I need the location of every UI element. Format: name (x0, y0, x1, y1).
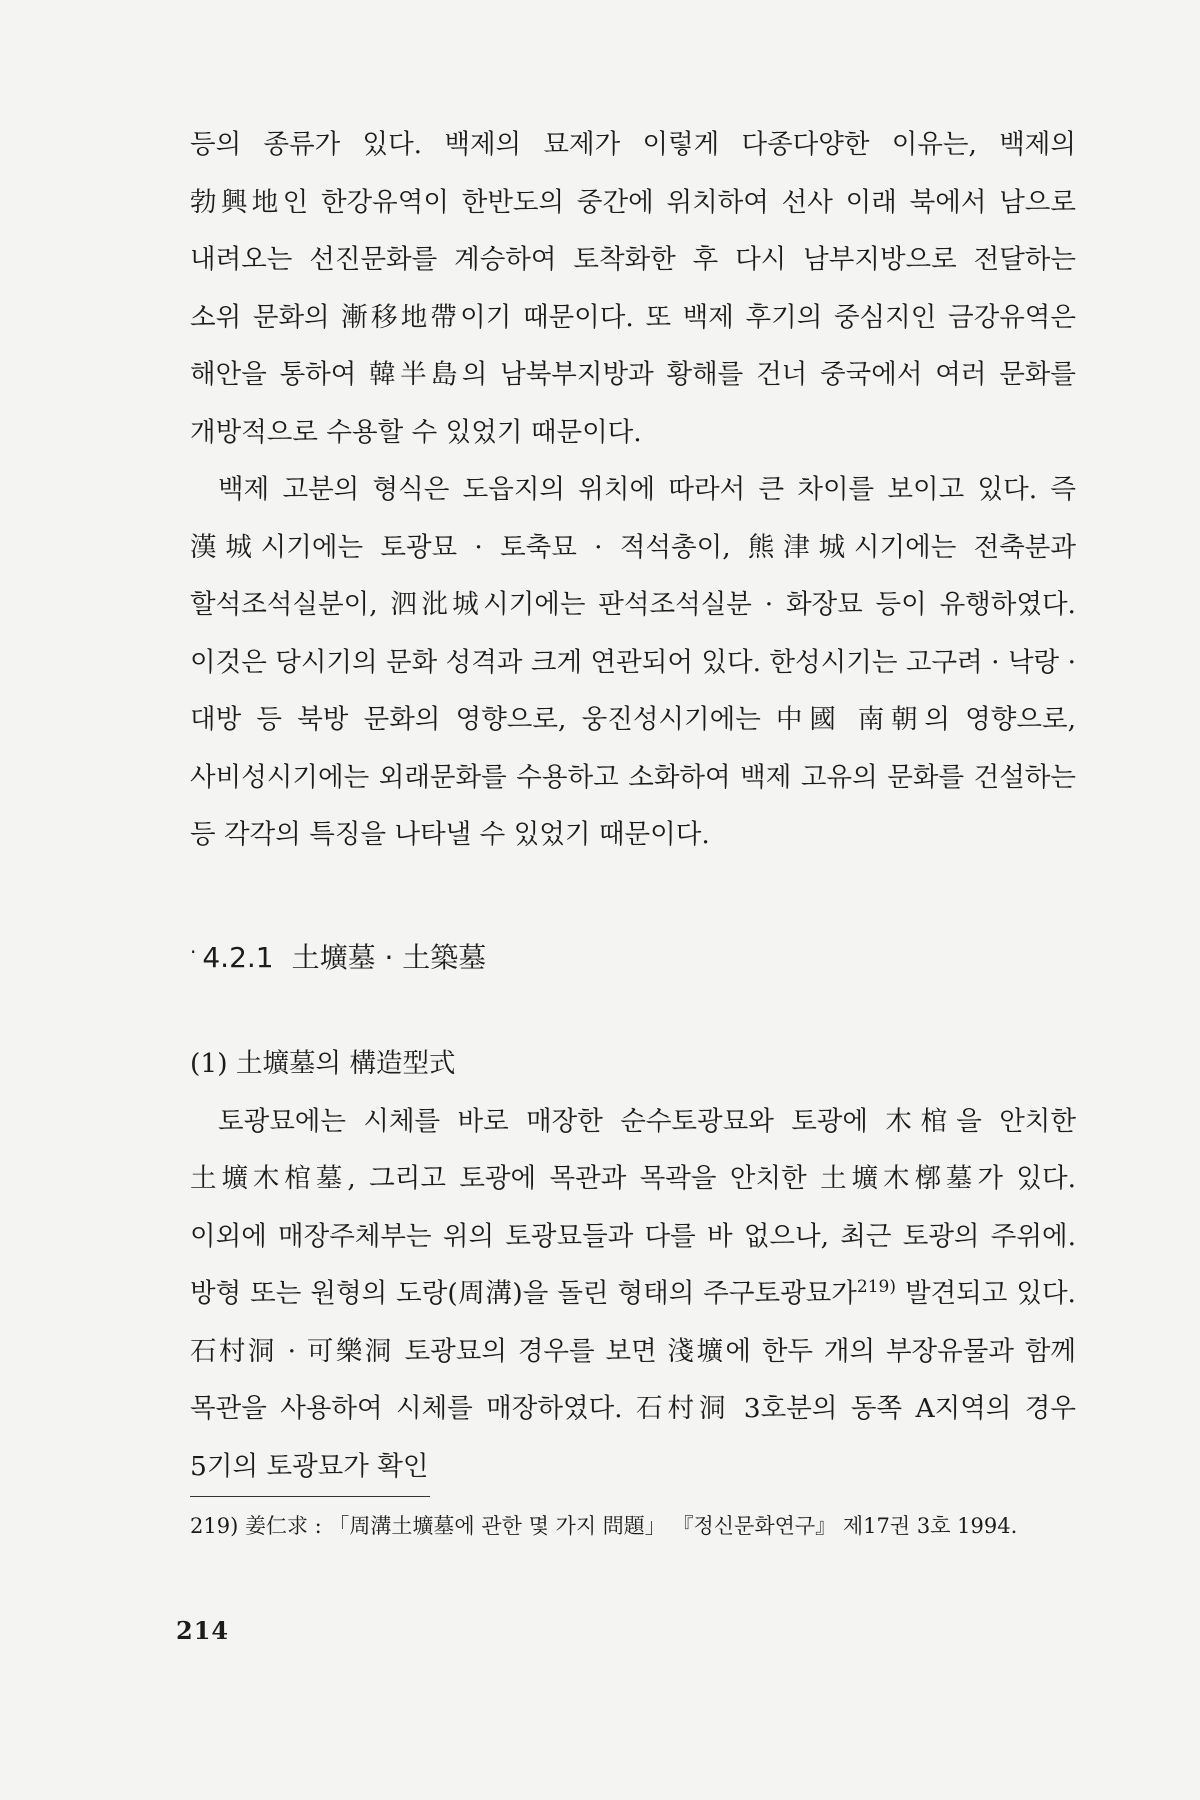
paragraph-2: 백제 고분의 형식은 도읍지의 위치에 따라서 큰 차이를 보이고 있다. 즉 漢城시기에는 토광묘 · 토축묘 · 적석총이, 熊津城시기에는 전축분과 할석조석실분이, 泗沘城시기에는 판석조석실분 · 화장묘 등이 유행하였다. 이것은 당시기의 문화 성격과 크게 연관되어 있다. 한성시기는 고구려 · 낙랑 · 대방 등 북방 문화의 영향으로, 웅진성시기에는 中國 南朝의 영향으로, 사비성시기에는 외래문화를 수용하고 소화하여 백제 고유의 문화를 건설하는 등 각각의 특징을 나타낼 수 있었기 때문이다. (190, 474, 1076, 850)
body-text-top (190, 116, 1076, 864)
footnote-reference: 219) (856, 1277, 896, 1298)
footnote: 219) 姜仁求 : 「周溝土壙墓에 관한 몇 가지 問題」 『정신문화연구』 제17권 3호 1994. (190, 1514, 1018, 1538)
paragraph-3-text-a: 토광묘에는 시체를 바로 매장한 순수토광묘와 토광에 木棺을 안치한 土壙木棺墓, 그리고 토광에 목관과 목곽을 안치한 土壙木槨墓가 있다. 이외에 매장주체부는 위의 토광묘들과 다를 바 없으나, 최근 토광의 주위에. 방형 또는 원형의 도랑(周溝)을 돌린 형태의 주구토광묘가 (190, 1105, 1077, 1309)
section-number: 4.2.1 (202, 941, 274, 974)
paragraph-3 (190, 1093, 1076, 1496)
footnote-divider (190, 1496, 430, 1497)
page-number: 214 (176, 1616, 230, 1645)
paragraph-3-text-b: 발견되고 있다. 石村洞 · 可樂洞 토광묘의 경우를 보면 淺壙에 한두 개의 부장유물과 함께 목관을 사용하여 시체를 매장하였다. 石村洞 3호분의 동쪽 A지역의 경우 5기의 토광묘가 확인 (190, 1278, 1076, 1482)
heading-dot: · (190, 940, 197, 964)
paragraph-1: 등의 종류가 있다. 백제의 묘제가 이렇게 다종다양한 이유는, 백제의 勃興地인 한강유역이 한반도의 중간에 위치하여 선사 이래 북에서 남으로 내려오는 선진문화를 계승하여 토착화한 후 다시 남부지방으로 전달하는 소위 문화의 漸移地帶이기 때문이다. 또 백제 후기의 중심지인 금강유역은 해안을 통하여 韓半島의 남북부지방과 황해를 건너 중국에서 여러 문화를 개방적으로 수용할 수 있었기 때문이다. (190, 129, 1076, 448)
body-text-bottom (190, 1035, 1076, 1495)
subsection-heading: (1) 土壙墓의 構造型式 (190, 1048, 456, 1079)
section-heading (190, 938, 486, 980)
section-title: 土壙墓 · 土築墓 (291, 941, 487, 974)
